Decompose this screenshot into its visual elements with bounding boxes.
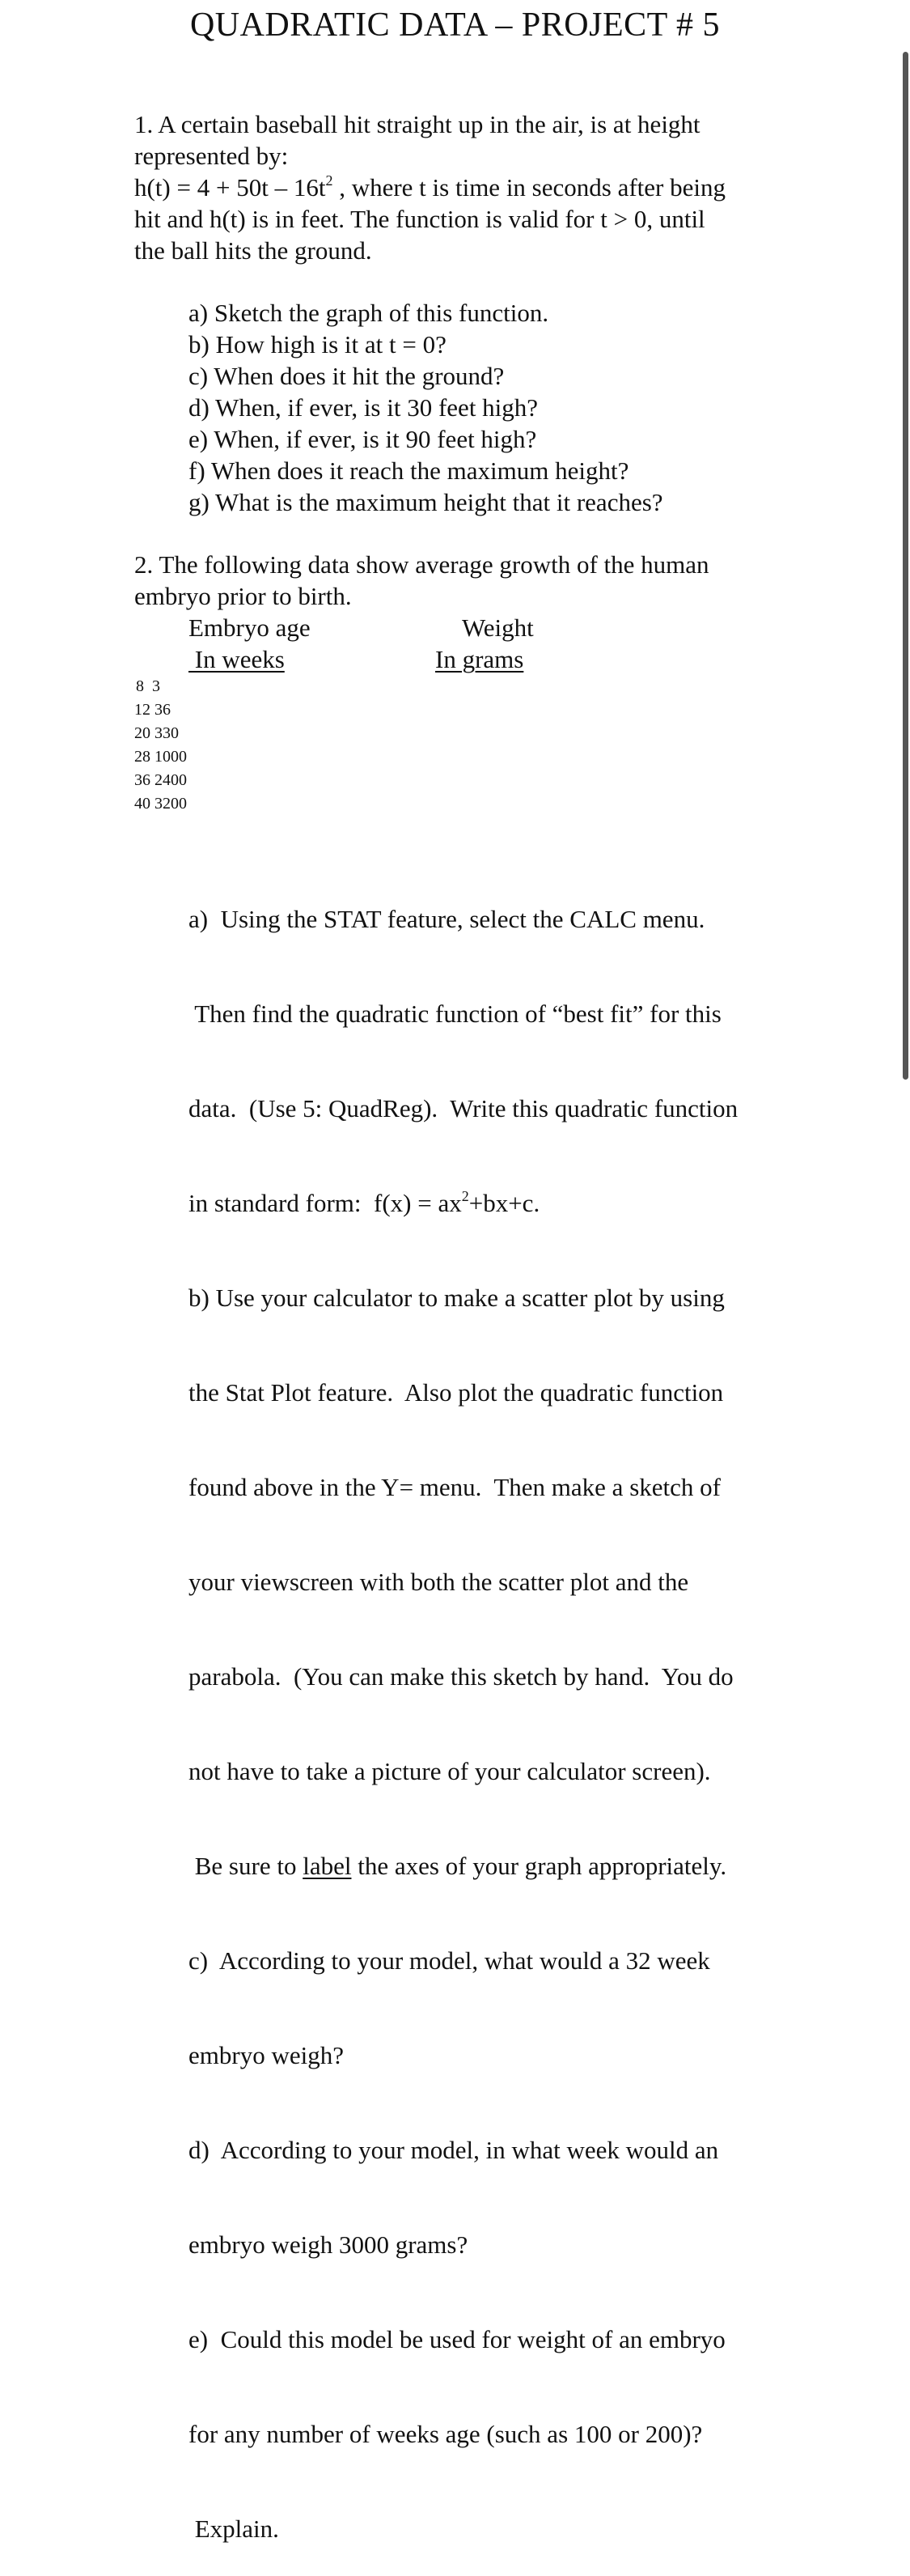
question-2-parts xyxy=(188,840,738,2576)
q1-formula: $h(t) = 4 + 50t - 16t^2$ , where t is time in seconds after being xyxy=(134,172,726,202)
q1-part-d: d) When, if ever, is it 30 feet high? xyxy=(188,393,539,422)
q2-part-a-formula: in standard form: $f(x) = ax^2+bx+c$. xyxy=(188,1188,540,1217)
q2-line: embryo prior to birth. xyxy=(134,582,352,610)
col1-header: Embryo age xyxy=(188,613,311,642)
q2-part-b-line: parabola. (You can make this sketch by hand. You do xyxy=(188,1662,734,1691)
q2-part-b-line: found above in the Y= menu. Then make a sketch of xyxy=(188,1473,721,1501)
col2-header: Weight xyxy=(462,613,534,642)
table-row: 12 36 xyxy=(134,701,171,719)
q1-line: represented by: xyxy=(134,142,289,170)
col1-units: In weeks xyxy=(188,645,285,673)
q2-part-b-line: your viewscreen with both the scatter plot and the xyxy=(188,1568,689,1596)
q2-part-c: embryo weigh? xyxy=(188,2041,344,2069)
table-col2-header xyxy=(435,612,534,675)
table-col1-header xyxy=(188,612,311,675)
table-row: 8 3 xyxy=(136,677,160,695)
q2-part-b-line: the Stat Plot feature. Also plot the quadratic function xyxy=(188,1378,724,1407)
page-title: QUADRATIC DATA – PROJECT # 5 xyxy=(189,6,721,44)
q2-part-c: c) According to your model, what would a 32 week xyxy=(188,1946,710,1975)
scrollbar[interactable] xyxy=(903,52,908,1080)
table-row: 40 3200 xyxy=(134,795,187,813)
q2-part-d: embryo weigh 3000 grams? xyxy=(188,2230,468,2259)
question-1-parts xyxy=(188,297,663,518)
table-row: 20 330 xyxy=(134,724,179,742)
q2-part-e: e) Could this model be used for weight of an embryo xyxy=(188,2325,726,2353)
question-2 xyxy=(134,549,709,612)
q2-part-e: Explain. xyxy=(188,2514,279,2543)
q2-part-a-line: data. (Use 5: QuadReg). Write this quadratic function xyxy=(188,1094,739,1122)
col2-units: In grams xyxy=(435,645,524,673)
data-table xyxy=(134,675,187,816)
q2-part-a-line: a) Using the STAT feature, select the CALC menu. xyxy=(188,905,705,933)
q1-part-g: g) What is the maximum height that it reaches? xyxy=(188,488,663,516)
q1-part-e: e) When, if ever, is it 90 feet high? xyxy=(188,425,537,453)
q1-line: 1. A certain baseball hit straight up in the air, is at height xyxy=(134,110,700,138)
q1-part-f: f) When does it reach the maximum height? xyxy=(188,456,629,485)
q2-part-b-label-line: Be sure to label the axes of your graph appropriately. xyxy=(188,1852,727,1880)
q1-part-b: b) How high is it at t = 0? xyxy=(188,330,447,359)
q2-part-b-line: b) Use your calculator to make a scatter plot by using xyxy=(188,1284,725,1312)
q1-part-a: a) Sketch the graph of this function. xyxy=(188,299,549,327)
q2-part-b-line: not have to take a picture of your calculator screen). xyxy=(188,1757,711,1785)
q1-line: the ball hits the ground. xyxy=(134,236,372,265)
question-1 xyxy=(134,108,726,266)
q2-part-d: d) According to your model, in what week would an xyxy=(188,2136,719,2164)
q1-line: hit and h(t) is in feet. The function is valid for t > 0, until xyxy=(134,205,705,233)
table-row: 36 2400 xyxy=(134,771,187,789)
q2-part-a-line: Then find the quadratic function of “best fit” for this xyxy=(188,999,722,1028)
q1-part-c: c) When does it hit the ground? xyxy=(188,362,505,390)
q2-line: 2. The following data show average growth of the human xyxy=(134,550,709,579)
q2-part-e: for any number of weeks age (such as 100 or 200)? xyxy=(188,2420,703,2448)
table-row: 28 1000 xyxy=(134,748,187,766)
